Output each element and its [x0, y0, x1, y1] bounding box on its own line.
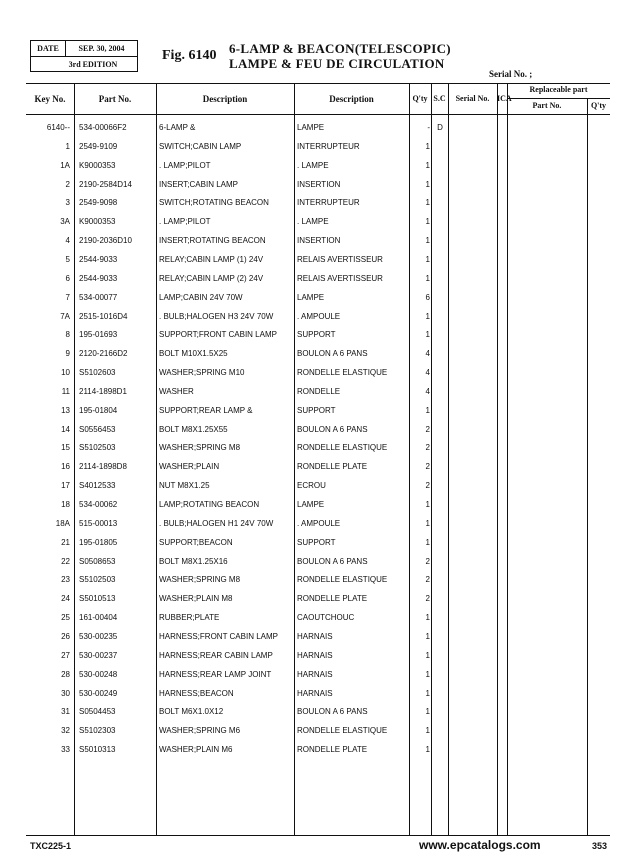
row-description-fr: INSERTION — [297, 179, 341, 189]
row-quantity: 6 — [425, 292, 430, 302]
row-part-number: 2549-9109 — [79, 141, 118, 151]
row-description-fr: CAOUTCHOUC — [297, 613, 355, 623]
row-part-number: 195-01805 — [79, 537, 118, 547]
row-description-fr: INTERRUPTEUR — [297, 141, 360, 151]
row-part-number: 2190-2036D10 — [79, 236, 132, 246]
row-key: 22 — [61, 556, 70, 566]
row-description-fr: BOULON A 6 PANS — [297, 349, 368, 359]
row-description-en: WASHER;SPRING M8 — [159, 443, 241, 453]
row-key: 7 — [65, 292, 70, 302]
row-description-fr: . LAMPE — [297, 160, 329, 170]
header-divider — [26, 114, 610, 115]
row-description-en: WASHER;PLAIN — [159, 462, 220, 472]
row-description-en: . LAMP;PILOT — [159, 217, 211, 227]
row-key: 32 — [61, 726, 70, 736]
row-quantity: 1 — [425, 707, 430, 717]
row-part-number: 2190-2584D14 — [79, 179, 132, 189]
row-key: 26 — [61, 631, 70, 641]
page-title-en: 6-LAMP & BEACON(TELESCOPIC) — [229, 41, 451, 56]
row-quantity: 1 — [425, 254, 430, 264]
table-row — [0, 538, 632, 556]
row-part-number: 530-00237 — [79, 650, 118, 660]
row-description-fr: RONDELLE ELASTIQUE — [297, 726, 388, 736]
row-description-en: RUBBER;PLATE — [159, 613, 220, 623]
row-description-en: SUPPORT;REAR LAMP & — [159, 405, 253, 415]
row-description-fr: BOULON A 6 PANS — [297, 556, 368, 566]
col-header-qty: Q'ty — [412, 94, 428, 103]
table-row — [0, 462, 632, 480]
row-quantity: 1 — [425, 311, 430, 321]
watermark-url: www.epcatalogs.com — [419, 838, 541, 852]
row-description-en: WASHER;PLAIN M8 — [159, 594, 233, 604]
col-header-key: Key No. — [34, 94, 66, 104]
row-key: 31 — [61, 707, 70, 717]
row-description-fr: HARNAIS — [297, 631, 333, 641]
table-row — [0, 161, 632, 179]
table-row — [0, 142, 632, 160]
row-key: 30 — [61, 688, 70, 698]
table-row — [0, 707, 632, 725]
date-value: SEP. 30, 2004 — [78, 44, 125, 53]
page-title-fr: LAMPE & FEU DE CIRCULATION — [229, 56, 445, 71]
row-key: 5 — [65, 254, 70, 264]
table-row — [0, 745, 632, 763]
row-description-en: HARNESS;REAR CABIN LAMP — [159, 650, 273, 660]
row-part-number: S4012533 — [79, 481, 116, 491]
table-row — [0, 406, 632, 424]
row-part-number: S5102603 — [79, 368, 116, 378]
row-quantity: 1 — [425, 236, 430, 246]
row-quantity: 4 — [425, 368, 430, 378]
row-key: 10 — [61, 368, 70, 378]
row-description-en: SWITCH;CABIN LAMP — [159, 141, 242, 151]
row-part-number: 2114-1898D1 — [79, 386, 127, 396]
model-code: TXC225-1 — [30, 841, 72, 851]
row-key: 8 — [65, 330, 70, 340]
row-key: 24 — [61, 594, 70, 604]
row-description-en: INSERT;ROTATING BEACON — [159, 236, 266, 246]
row-part-number: 2544-9033 — [79, 254, 118, 264]
row-description-en: WASHER;SPRING M8 — [159, 575, 241, 585]
row-quantity: 1 — [425, 330, 430, 340]
row-part-number: 530-00248 — [79, 669, 118, 679]
row-key: 28 — [61, 669, 70, 679]
row-description-fr: SUPPORT — [297, 537, 336, 547]
row-part-number: K9000353 — [79, 217, 116, 227]
table-row — [0, 670, 632, 688]
row-description-en: HARNESS;REAR LAMP JOINT — [159, 669, 272, 679]
row-description-fr: . AMPOULE — [297, 518, 341, 528]
row-description-en: NUT M8X1.25 — [159, 481, 210, 491]
row-key: 14 — [61, 424, 70, 434]
table-row — [0, 557, 632, 575]
col-header-rep-part: Part No. — [532, 101, 562, 110]
row-quantity: 1 — [425, 198, 430, 208]
row-description-fr: RONDELLE ELASTIQUE — [297, 368, 388, 378]
row-description-fr: LAMPE — [297, 123, 325, 132]
row-part-number: 530-00235 — [79, 631, 118, 641]
row-key: 25 — [61, 613, 70, 623]
row-description-en: 6-LAMP & — [159, 123, 196, 132]
table-row — [0, 293, 632, 311]
table-row — [0, 198, 632, 216]
row-part-number: 2120-2166D2 — [79, 349, 128, 359]
row-description-fr: . AMPOULE — [297, 311, 341, 321]
edition-label: 3rd EDITION — [68, 60, 118, 69]
row-quantity: 1 — [425, 273, 430, 283]
col-header-ica: ICA — [497, 94, 512, 103]
table-row — [0, 368, 632, 386]
row-description-en: WASHER;SPRING M10 — [159, 368, 245, 378]
row-description-en: RELAY;CABIN LAMP (1) 24V — [159, 254, 264, 264]
col-header-desc-fr: Description — [329, 94, 374, 104]
row-part-number: S0556453 — [79, 424, 116, 434]
table-row — [0, 689, 632, 707]
row-quantity: 1 — [425, 405, 430, 415]
row-quantity: 1 — [425, 141, 430, 151]
row-quantity: 2 — [425, 556, 430, 566]
row-key: 23 — [61, 575, 70, 585]
row-description-en: HARNESS;BEACON — [159, 688, 234, 698]
table-row — [0, 236, 632, 254]
table-row — [0, 387, 632, 405]
row-description-en: SUPPORT;FRONT CABIN LAMP — [159, 330, 277, 340]
row-quantity: 1 — [425, 518, 430, 528]
row-quantity: 4 — [425, 386, 430, 396]
col-header-rep-qty: Q'ty — [590, 101, 607, 110]
row-description-fr: RELAIS AVERTISSEUR — [297, 273, 383, 283]
row-quantity: 2 — [425, 424, 430, 434]
table-row — [0, 255, 632, 273]
page-number: 353 — [592, 841, 608, 851]
row-description-en: INSERT;CABIN LAMP — [159, 179, 238, 189]
row-description-fr: BOULON A 6 PANS — [297, 424, 368, 434]
row-description-fr: RONDELLE PLATE — [297, 745, 368, 755]
row-quantity: 2 — [425, 462, 430, 472]
table-row — [0, 330, 632, 348]
row-quantity: 1 — [425, 500, 430, 509]
row-description-fr: HARNAIS — [297, 669, 333, 679]
table-row — [0, 594, 632, 612]
row-key: 4 — [65, 236, 70, 246]
row-quantity: - — [427, 123, 430, 132]
row-description-fr: RONDELLE PLATE — [297, 462, 368, 472]
table-row — [0, 274, 632, 292]
row-description-en: SWITCH;ROTATING BEACON — [159, 198, 269, 208]
row-description-en: . BULB;HALOGEN H3 24V 70W — [159, 311, 274, 321]
row-description-en: LAMP;CABIN 24V 70W — [159, 292, 243, 302]
row-description-en: RELAY;CABIN LAMP (2) 24V — [159, 273, 264, 283]
row-key: 3 — [65, 198, 70, 208]
date-edition-box — [30, 40, 138, 72]
row-key: 9 — [65, 349, 70, 359]
row-key: 1 — [65, 141, 70, 151]
row-description-fr: SUPPORT — [297, 330, 336, 340]
row-key: 11 — [61, 386, 70, 396]
row-description-en: BOLT M8X1.25X16 — [159, 556, 228, 566]
row-description-en: LAMP;ROTATING BEACON — [159, 500, 260, 509]
row-part-number: 195-01693 — [79, 330, 118, 340]
row-description-fr: RONDELLE ELASTIQUE — [297, 443, 388, 453]
row-description-en: WASHER;PLAIN M6 — [159, 745, 233, 755]
row-part-number: 534-00066F2 — [79, 123, 127, 132]
table-row — [0, 349, 632, 367]
row-key: 7A — [60, 311, 70, 321]
table-row — [0, 632, 632, 650]
table-row — [0, 500, 632, 518]
row-part-number: 2549-9098 — [79, 198, 118, 208]
replaceable-divider — [507, 98, 610, 99]
row-part-number: S5102503 — [79, 575, 116, 585]
row-quantity: 2 — [425, 575, 430, 585]
row-quantity: 1 — [425, 669, 430, 679]
table-row — [0, 443, 632, 461]
row-description-en: . BULB;HALOGEN H1 24V 70W — [159, 518, 274, 528]
row-part-number: 530-00249 — [79, 688, 118, 698]
row-description-fr: RELAIS AVERTISSEUR — [297, 254, 383, 264]
row-quantity: 1 — [425, 537, 430, 547]
row-description-en: HARNESS;FRONT CABIN LAMP — [159, 631, 278, 641]
row-key: 16 — [61, 462, 70, 472]
row-quantity: 1 — [425, 179, 430, 189]
row-key: 21 — [61, 537, 70, 547]
table-row — [0, 575, 632, 593]
table-row — [0, 217, 632, 235]
row-description-fr: ECROU — [297, 481, 326, 491]
row-part-number: 515-00013 — [79, 518, 118, 528]
table-row — [0, 180, 632, 198]
row-description-en: BOLT M6X1.0X12 — [159, 707, 224, 717]
col-header-desc-en: Description — [202, 94, 248, 104]
row-quantity: 2 — [425, 594, 430, 604]
row-key: 33 — [61, 745, 70, 755]
row-description-en: WASHER;SPRING M6 — [159, 726, 241, 736]
row-key: 2 — [65, 179, 70, 189]
row-quantity: 2 — [425, 481, 430, 491]
row-description-en: BOLT M10X1.5X25 — [159, 349, 228, 359]
table-row — [0, 613, 632, 631]
row-key: 15 — [61, 443, 70, 453]
row-quantity: 1 — [425, 726, 430, 736]
table-row — [0, 123, 632, 141]
row-description-fr: SUPPORT — [297, 405, 336, 415]
row-description-fr: . LAMPE — [297, 217, 329, 227]
row-quantity: 1 — [425, 745, 430, 755]
col-header-sc: S.C — [433, 94, 446, 103]
row-description-fr: INTERRUPTEUR — [297, 198, 360, 208]
row-quantity: 2 — [425, 443, 430, 453]
row-description-en: . LAMP;PILOT — [159, 160, 211, 170]
row-description-en: BOLT M8X1.25X55 — [159, 424, 228, 434]
table-row — [0, 519, 632, 537]
row-key: 27 — [61, 650, 70, 660]
row-part-number: S5102503 — [79, 443, 116, 453]
row-key: 13 — [61, 405, 70, 415]
table-row — [0, 425, 632, 443]
row-key: 1A — [60, 160, 70, 170]
row-description-fr: HARNAIS — [297, 688, 333, 698]
row-quantity: 1 — [425, 631, 430, 641]
row-description-fr: BOULON A 6 PANS — [297, 707, 368, 717]
row-quantity: 1 — [425, 688, 430, 698]
row-quantity: 4 — [425, 349, 430, 359]
row-key: 6 — [65, 273, 70, 283]
row-description-en: WASHER — [159, 386, 194, 396]
row-part-number: S0508653 — [79, 556, 116, 566]
row-key: 18 — [61, 500, 70, 509]
row-key: 6140-- — [46, 123, 70, 132]
row-part-number: K9000353 — [79, 160, 116, 170]
serial-number-label: Serial No. ; — [489, 69, 533, 79]
row-part-number: 2544-9033 — [79, 273, 118, 283]
col-header-part: Part No. — [98, 94, 132, 104]
row-part-number: 2114-1898D8 — [79, 462, 127, 472]
row-part-number: 2515-1016D4 — [79, 311, 128, 321]
row-description-fr: RONDELLE PLATE — [297, 594, 368, 604]
table-row — [0, 726, 632, 744]
row-part-number: S5102303 — [79, 726, 116, 736]
row-quantity: 1 — [425, 613, 430, 623]
row-key: 17 — [61, 481, 70, 491]
table-row — [0, 481, 632, 499]
row-description-fr: RONDELLE — [297, 386, 341, 396]
row-description-fr: LAMPE — [297, 500, 325, 509]
row-description-fr: RONDELLE ELASTIQUE — [297, 575, 388, 585]
row-key: 18A — [55, 518, 70, 528]
row-description-fr: HARNAIS — [297, 650, 333, 660]
row-part-number: 195-01804 — [79, 405, 118, 415]
col-header-replaceable: Replaceable part — [529, 85, 588, 94]
row-description-en: SUPPORT;BEACON — [159, 537, 233, 547]
row-part-number: S5010313 — [79, 745, 116, 755]
row-sc-code: D — [437, 123, 443, 132]
col-header-serial: Serial No. — [455, 94, 490, 103]
row-part-number: S0504453 — [79, 707, 116, 717]
row-part-number: 534-00062 — [79, 500, 118, 509]
row-description-fr: INSERTION — [297, 236, 341, 246]
row-key: 3A — [60, 217, 70, 227]
row-part-number: 534-00077 — [79, 292, 118, 302]
row-quantity: 1 — [425, 217, 430, 227]
figure-number: Fig. 6140 — [162, 48, 217, 63]
table-row — [0, 651, 632, 669]
row-quantity: 1 — [425, 160, 430, 170]
table-row — [0, 312, 632, 330]
row-part-number: 161-00404 — [79, 613, 118, 623]
row-quantity: 1 — [425, 650, 430, 660]
date-label: DATE — [31, 41, 66, 56]
row-part-number: S5010513 — [79, 594, 116, 604]
row-description-fr: LAMPE — [297, 292, 325, 302]
